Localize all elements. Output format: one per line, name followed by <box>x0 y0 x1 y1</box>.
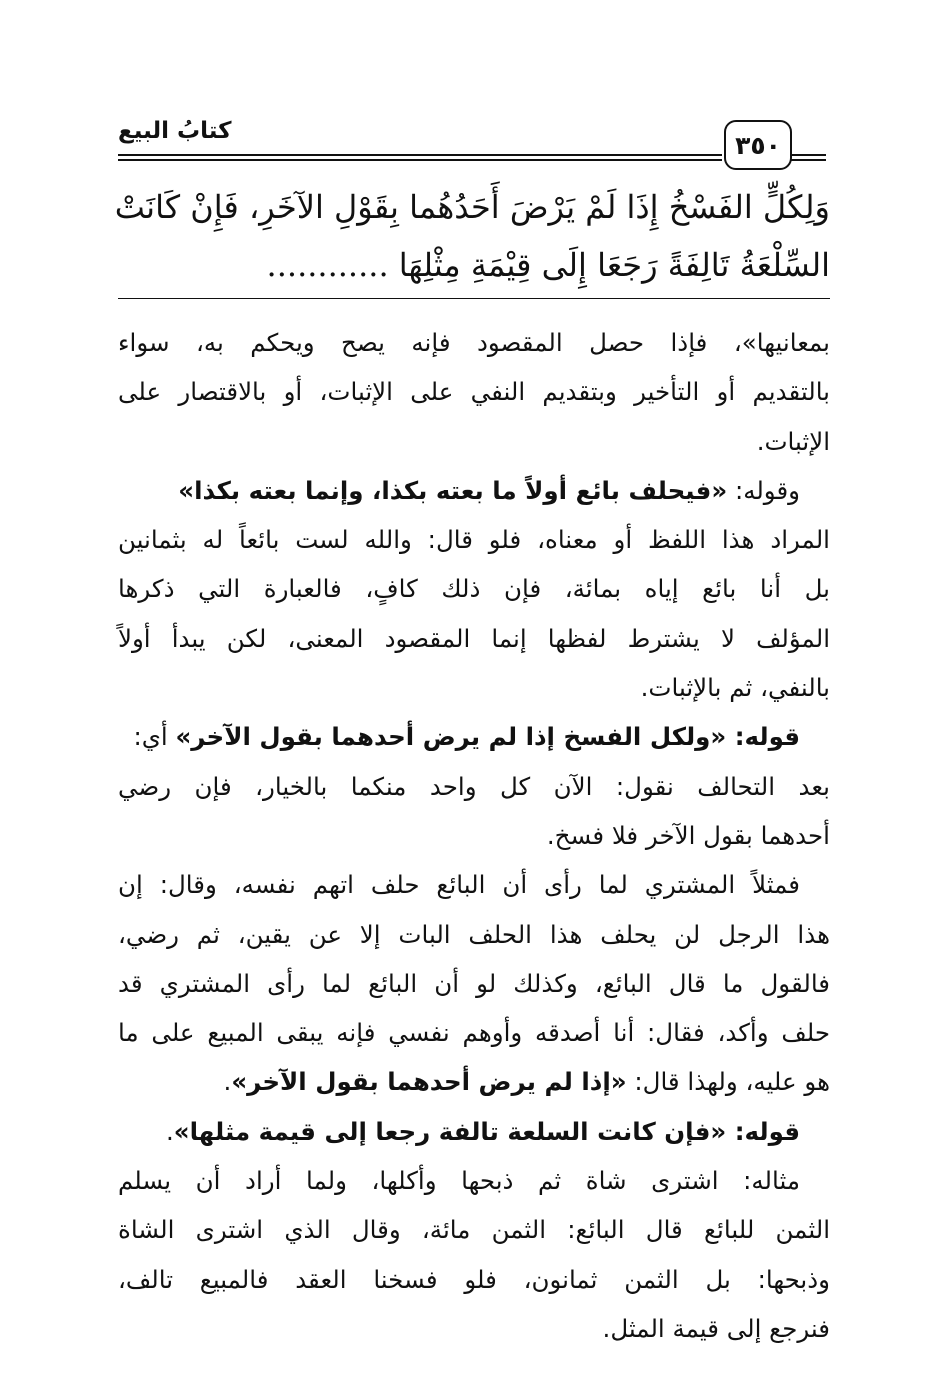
tail-text: أي: <box>133 722 176 752</box>
text-line: مثاله: اشترى شاة ثم ذبحها وأكلها، ولما أراد أن يسلم <box>118 1166 800 1196</box>
text-line: بمعانيها»، فإذا حصل المقصود فإنه يصح ويحكم به، سواء <box>118 328 830 357</box>
header-rule-short <box>790 154 826 161</box>
lead-text: هو عليه، ولهذا قال: <box>626 1067 830 1097</box>
lead-text: وقوله: <box>727 475 800 505</box>
matn-divider <box>118 298 830 299</box>
quote-text: «فإن كانت السلعة تالفة رجعا إلى قيمة مثلها» <box>173 1116 735 1146</box>
text-line: فمثلاً المشتري لما رأى أن البائع حلف اتهم نفسه، وقال: إن <box>118 870 800 900</box>
commentary <box>118 318 830 1353</box>
text-line: هذا الرجل لن يحلف هذا الحلف البات إلا عن يقين، ثم رضي، <box>118 919 830 949</box>
quoted-line <box>118 1057 830 1106</box>
text-line: الثمن للبائع قال البائع: الثمن مائة، وقال الذي اشترى الشاة <box>118 1215 830 1245</box>
text-line: بعد التحالف نقول: الآن كل واحد منكما بالخيار، فإن رضي <box>118 771 830 801</box>
text-line: بالنفي، ثم بالإثبات. <box>640 673 830 703</box>
matn-line: وَلِكُلٍّ الفَسْخُ إِذَا لَمْ يَرْضَ أَحَدُهُما بِقَوْلِ الآخَرِ، فَإِنْ كَانَتْ <box>114 188 830 226</box>
matn-text <box>114 178 830 294</box>
matn-line: السِّلْعَةُ تَالِفَةً رَجَعَا إِلَى قِيْمَةِ مِثْلِهَا ............ <box>266 246 830 284</box>
quote-text: «ولكل الفسخ إذا لم يرض أحدهما بقول الآخر» <box>175 722 735 752</box>
quoted-line <box>118 712 830 761</box>
text-line: حلف وأكد، فقال: أنا أصدقه وأوهم نفسي فإنه يبقى المبيع على ما <box>118 1018 830 1048</box>
quoted-line <box>118 466 830 515</box>
label-text: قوله: <box>734 722 800 752</box>
text-line: أحدهما بقول الآخر فلا فسخ. <box>546 820 830 850</box>
page-number-label: ٣٥٠ <box>735 130 781 160</box>
tail-text: . <box>223 1067 232 1097</box>
label-text: قوله: <box>734 1116 800 1146</box>
text-line: بل أنا بائع إياه بمائة، فإن ذلك كافٍ، فالعبارة التي ذكرها <box>118 574 830 604</box>
tail-text: . <box>165 1116 174 1146</box>
text-line: بالتقديم أو التأخير وبتقديم النفي على الإثبات، أو بالاقتصار على <box>118 377 830 407</box>
text-line: فنرجع إلى قيمة المثل. <box>602 1313 830 1343</box>
text-line: وذبحها: بل الثمن ثمانون، فلو فسخنا العقد فالمبيع تالف، <box>118 1264 830 1294</box>
text-line: فالقول ما قال البائع، وكذلك لو أن البائع لما رأى المشتري قد <box>118 968 830 998</box>
quote-text: «فيحلف بائع أولاً ما بعته بكذا، وإنما بعته بكذا» <box>178 475 728 505</box>
page-header <box>118 118 826 172</box>
quoted-line <box>118 1107 830 1156</box>
quote-text: «إذا لم يرض أحدهما بقول الآخر» <box>231 1067 627 1097</box>
text-line: الإثبات. <box>756 426 830 456</box>
chapter-title: كتابُ البيع <box>118 118 232 144</box>
header-rule <box>118 154 722 161</box>
text-line: المراد هذا اللفظ أو معناه، فلو قال: والله لست بائعاً له بثمانين <box>118 525 830 555</box>
text-line: المؤلف لا يشترط لفظها إنما المقصود المعنى، لكن يبدأ أولاً <box>118 623 830 653</box>
page-number <box>724 120 792 170</box>
